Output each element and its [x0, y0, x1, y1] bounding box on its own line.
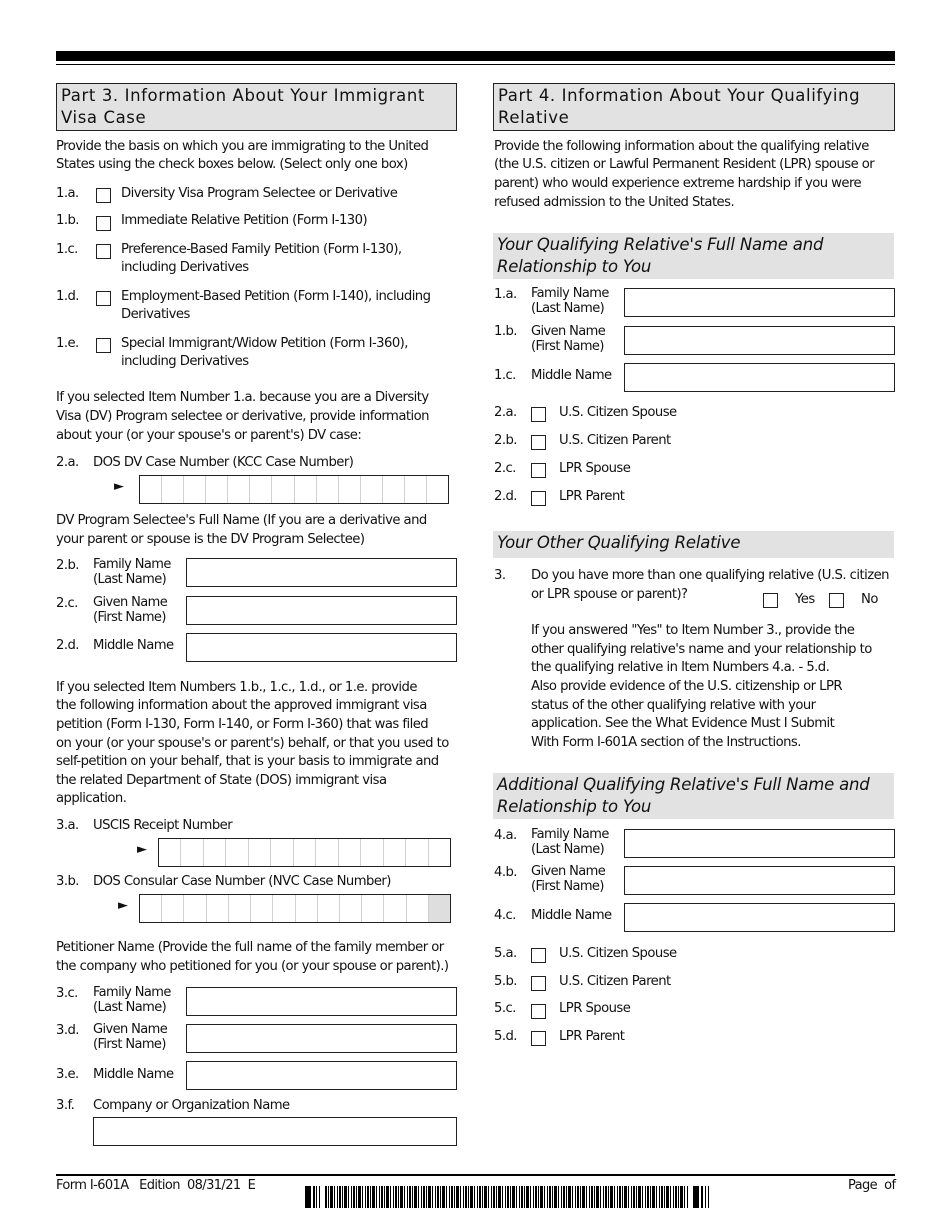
page-number-label: Page of: [848, 1178, 896, 1193]
qr-2c-label: LPR Spouse: [559, 461, 631, 476]
item-2b-label-line1: Family Name: [93, 557, 171, 572]
part3-title-line2: Visa Case: [61, 107, 147, 127]
add-5c-label: LPR Spouse: [559, 1001, 631, 1016]
qr-middle-name-input[interactable]: [624, 363, 895, 392]
item-3f-number: 3.f.: [56, 1098, 75, 1113]
petitioner-intro-line2: the company who petitioned for you (or your spouse or parent).): [56, 959, 449, 974]
add-4b-label-line1: Given Name: [531, 864, 606, 879]
add-5b-label: U.S. Citizen Parent: [559, 974, 671, 989]
add-4a-label-line1: Family Name: [531, 827, 609, 842]
qr-1c-label: Middle Name: [531, 368, 612, 383]
item-2b-label-line2: (Last Name): [93, 572, 167, 587]
petition-intro-line2: the following information about the approved immigrant visa: [56, 698, 427, 713]
dv-name-intro-line1: DV Program Selectee's Full Name (If you are a derivative and: [56, 513, 427, 528]
qualifying-relative-header: [493, 233, 894, 279]
qr-1b-label-line1: Given Name: [531, 324, 606, 339]
item-1a-checkbox[interactable]: [96, 188, 111, 203]
add-header-line1: Additional Qualifying Relative's Full Name and: [497, 775, 870, 794]
item-2d-label: Middle Name: [93, 638, 174, 653]
arrow-right-icon: ►: [118, 898, 128, 913]
add-4a-label-line2: (Last Name): [531, 842, 605, 857]
item-1d-label-line1: Employment-Based Petition (Form I-140), including: [121, 289, 431, 304]
q3-note-line3: the qualifying relative in Item Numbers 4.a. - 5.d.: [531, 660, 830, 675]
item-2d-number: 2.d.: [56, 638, 79, 653]
additional-relative-header: [493, 773, 894, 819]
item-3d-number: 3.d.: [56, 1023, 79, 1038]
part4-intro-line2: (the U.S. citizen or Lawful Permanent Resident (LPR) spouse or: [494, 157, 875, 172]
qr-2b-label: U.S. Citizen Parent: [559, 433, 671, 448]
item-1b-label: Immediate Relative Petition (Form I-130): [121, 213, 368, 228]
qr-us-citizen-spouse-checkbox[interactable]: [531, 407, 546, 422]
item-1d-label-line2: Derivatives: [121, 307, 190, 322]
q3-note-line7: With Form I-601A section of the Instructions.: [531, 735, 801, 750]
qr-2d-number: 2.d.: [494, 489, 517, 504]
petition-intro-line6: the related Department of State (DOS) immigrant visa: [56, 773, 387, 788]
item-1c-checkbox[interactable]: [96, 244, 111, 259]
qr-family-name-input[interactable]: [624, 288, 895, 317]
item-3b-label: DOS Consular Case Number (NVC Case Number): [93, 874, 391, 889]
item-3d-label-line1: Given Name: [93, 1022, 168, 1037]
item-2a-number: 2.a.: [56, 455, 79, 470]
qr-header-line2: Relationship to You: [497, 256, 652, 276]
dv-family-name-input[interactable]: [186, 558, 457, 587]
qr-2a-number: 2.a.: [494, 405, 517, 420]
qr-2a-label: U.S. Citizen Spouse: [559, 405, 677, 420]
item-3c-label-line2: (Last Name): [93, 1000, 167, 1015]
q3-no-checkbox[interactable]: [829, 593, 844, 608]
dv-given-name-input[interactable]: [186, 596, 457, 625]
item-1a-number: 1.a.: [56, 186, 79, 201]
item-1a-label: Diversity Visa Program Selectee or Derivative: [121, 186, 398, 201]
item-1d-checkbox[interactable]: [96, 291, 111, 306]
item-2a-label: DOS DV Case Number (KCC Case Number): [93, 455, 354, 470]
q3-yes-checkbox[interactable]: [763, 593, 778, 608]
dv-intro-line2: Visa (DV) Program selectee or derivative, provide information: [56, 409, 429, 424]
top-thin-rule: [56, 64, 895, 65]
item-3a-label: USCIS Receipt Number: [93, 818, 233, 833]
item-3a-number: 3.a.: [56, 818, 79, 833]
add-5b-number: 5.b.: [494, 974, 517, 989]
part3-intro-line2: States using the check boxes below. (Select only one box): [56, 157, 408, 172]
item-1c-label-line1: Preference-Based Family Petition (Form I-130),: [121, 242, 402, 257]
q3-note-line5: status of the other qualifying relative with your: [531, 698, 816, 713]
dv-name-intro-line2: your parent or spouse is the DV Program Selectee): [56, 532, 365, 547]
part4-title-line2: Relative: [498, 107, 570, 127]
qr-us-citizen-parent-checkbox[interactable]: [531, 435, 546, 450]
item-1c-label-line2: including Derivatives: [121, 260, 249, 275]
item-1e-number: 1.e.: [56, 336, 79, 351]
add-4c-label: Middle Name: [531, 908, 612, 923]
item-1e-label-line1: Special Immigrant/Widow Petition (Form I-360),: [121, 336, 408, 351]
add-given-name-input[interactable]: [624, 866, 895, 895]
item-3e-number: 3.e.: [56, 1067, 79, 1082]
qr-1a-label-line1: Family Name: [531, 286, 609, 301]
footer-rule: [56, 1174, 895, 1176]
q3-note-line6: application. See the What Evidence Must I Submit: [531, 716, 835, 731]
qr-lpr-parent-checkbox[interactable]: [531, 491, 546, 506]
item-1e-label-line2: including Derivatives: [121, 354, 249, 369]
q3-note-line2: other qualifying relative's name and your relationship to: [531, 642, 872, 657]
part4-intro-line1: Provide the following information about the qualifying relative: [494, 139, 869, 154]
item-1b-number: 1.b.: [56, 213, 79, 228]
part4-header: [493, 83, 895, 131]
dos-dv-case-number-input[interactable]: [139, 475, 449, 504]
uscis-receipt-number-input[interactable]: [158, 838, 451, 867]
petitioner-intro-line1: Petitioner Name (Provide the full name of the family member or: [56, 940, 444, 955]
add-4c-number: 4.c.: [494, 908, 516, 923]
q3-line2: or LPR spouse or parent)?: [531, 587, 688, 602]
q3-no-label: No: [861, 592, 878, 607]
qr-2c-number: 2.c.: [494, 461, 516, 476]
barcode-image: [305, 1186, 713, 1208]
item-3e-label: Middle Name: [93, 1067, 174, 1082]
part4-intro-line4: refused admission to the United States.: [494, 195, 735, 210]
add-5c-number: 5.c.: [494, 1001, 516, 1016]
arrow-right-icon: ►: [137, 842, 147, 857]
qr-lpr-spouse-checkbox[interactable]: [531, 463, 546, 478]
petition-intro-line1: If you selected Item Numbers 1.b., 1.c., 1.d., or 1.e. provide: [56, 680, 417, 695]
q3-yes-label: Yes: [795, 592, 815, 607]
petitioner-family-name-input[interactable]: [186, 987, 457, 1016]
q3-line1: Do you have more than one qualifying relative (U.S. citizen: [531, 568, 889, 583]
add-header-line2: Relationship to You: [497, 796, 652, 816]
q3-note-line1: If you answered "Yes" to Item Number 3., provide the: [531, 623, 855, 638]
part3-header: [56, 83, 457, 131]
qr-1c-number: 1.c.: [494, 368, 516, 383]
dv-intro-line1: If you selected Item Number 1.a. because you are a Diversity: [56, 390, 429, 405]
top-thick-rule: [56, 51, 895, 61]
item-1c-number: 1.c.: [56, 242, 78, 257]
add-lpr-parent-checkbox[interactable]: [531, 1031, 546, 1046]
item-3c-label-line1: Family Name: [93, 985, 171, 1000]
add-us-citizen-spouse-checkbox[interactable]: [531, 948, 546, 963]
item-2c-label-line1: Given Name: [93, 595, 168, 610]
qr-given-name-input[interactable]: [624, 326, 895, 355]
add-middle-name-input[interactable]: [624, 903, 895, 932]
other-qualifying-relative-header: Your Other Qualifying Relative: [493, 531, 894, 558]
part4-intro-line3: parent) who would experience extreme hardship if you were: [494, 176, 862, 191]
form-edition-label: Form I-601A Edition 08/31/21 E: [56, 1178, 256, 1193]
petitioner-middle-name-input[interactable]: [186, 1061, 457, 1090]
add-5a-number: 5.a.: [494, 946, 517, 961]
item-3c-number: 3.c.: [56, 986, 78, 1001]
add-4b-label-line2: (First Name): [531, 879, 604, 894]
part3-intro-line1: Provide the basis on which you are immigrating to the United: [56, 139, 429, 154]
add-us-citizen-parent-checkbox[interactable]: [531, 976, 546, 991]
company-name-input[interactable]: [93, 1117, 457, 1146]
add-4a-number: 4.a.: [494, 828, 517, 843]
qr-1a-label-line2: (Last Name): [531, 301, 605, 316]
qr-2d-label: LPR Parent: [559, 489, 625, 504]
add-family-name-input[interactable]: [624, 829, 895, 858]
add-4b-number: 4.b.: [494, 865, 517, 880]
item-3b-number: 3.b.: [56, 874, 79, 889]
qr-1b-label-line2: (First Name): [531, 339, 604, 354]
item-3f-label: Company or Organization Name: [93, 1098, 290, 1113]
item-2c-label-line2: (First Name): [93, 610, 166, 625]
qr-header-line1: Your Qualifying Relative's Full Name and: [497, 235, 824, 254]
item-1b-checkbox[interactable]: [96, 216, 111, 231]
petition-intro-line7: application.: [56, 791, 127, 806]
qr-1b-number: 1.b.: [494, 324, 517, 339]
q3-note-line4: Also provide evidence of the U.S. citizenship or LPR: [531, 679, 842, 694]
petitioner-given-name-input[interactable]: [186, 1024, 457, 1053]
item-1e-checkbox[interactable]: [96, 338, 111, 353]
dv-middle-name-input[interactable]: [186, 633, 457, 662]
item-1d-number: 1.d.: [56, 289, 79, 304]
add-5d-number: 5.d.: [494, 1029, 517, 1044]
qr-2b-number: 2.b.: [494, 433, 517, 448]
dos-consular-case-number-input[interactable]: [139, 894, 451, 923]
dv-intro-line3: about your (or your spouse's or parent's) DV case:: [56, 428, 362, 443]
item-2c-number: 2.c.: [56, 596, 78, 611]
q3-number: 3.: [494, 568, 506, 583]
petition-intro-line5: self-petition on your behalf, that is your basis to immigrate and: [56, 754, 439, 769]
qr-1a-number: 1.a.: [494, 287, 517, 302]
item-3d-label-line2: (First Name): [93, 1037, 166, 1052]
petition-intro-line4: on your (or your spouse's or parent's) behalf, or that you used to: [56, 736, 449, 751]
add-lpr-spouse-checkbox[interactable]: [531, 1004, 546, 1019]
add-5a-label: U.S. Citizen Spouse: [559, 946, 677, 961]
petition-intro-line3: petition (Form I-130, Form I-140, or Form I-360) that was filed: [56, 717, 429, 732]
item-2b-number: 2.b.: [56, 558, 79, 573]
part3-title-line1: Part 3. Information About Your Immigrant: [61, 86, 425, 105]
part4-title-line1: Part 4. Information About Your Qualifying: [498, 86, 861, 105]
add-5d-label: LPR Parent: [559, 1029, 625, 1044]
arrow-right-icon: ►: [114, 479, 124, 494]
